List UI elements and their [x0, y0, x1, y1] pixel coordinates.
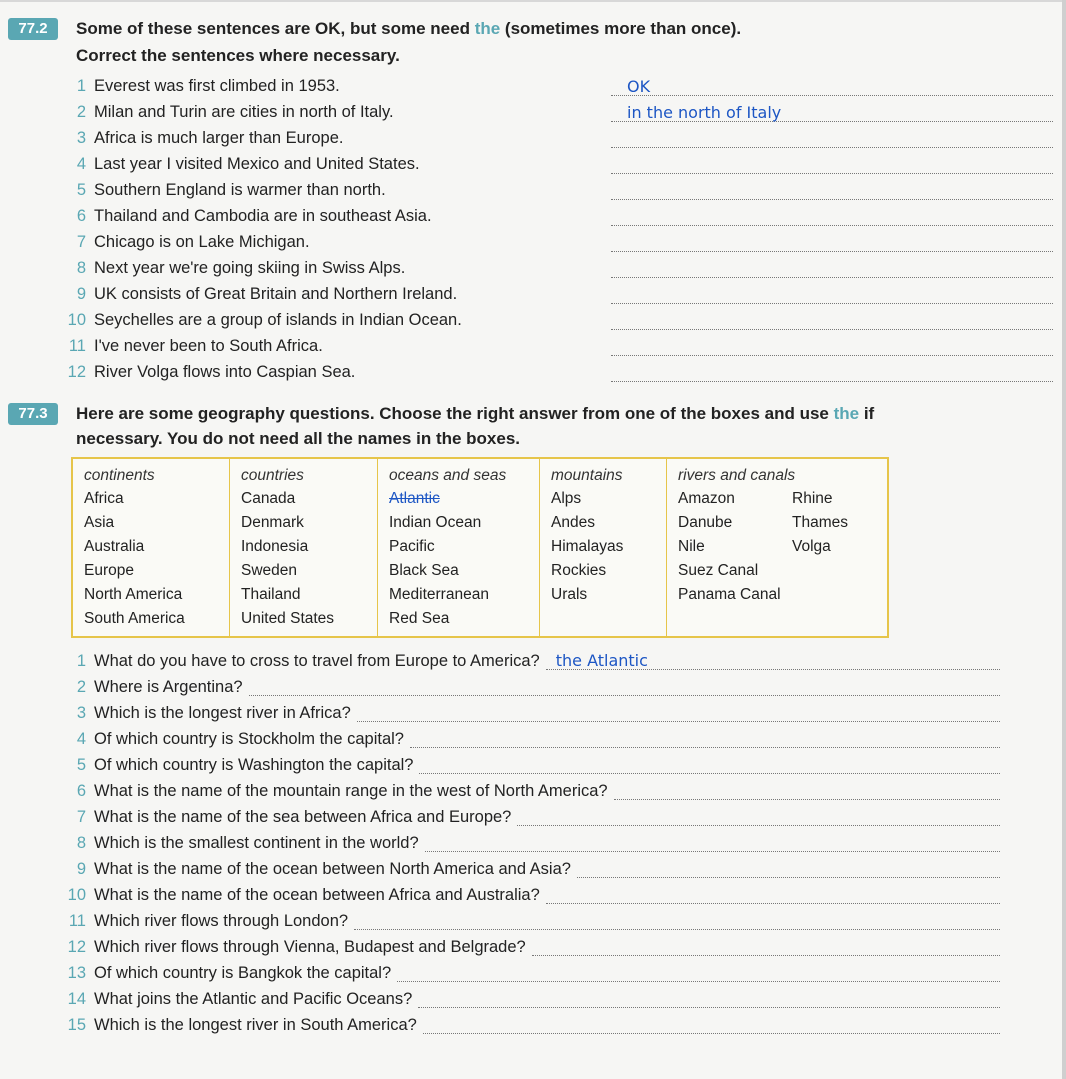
answer-line[interactable]	[611, 311, 1053, 330]
answer-line[interactable]	[577, 859, 1000, 878]
question-item	[56, 726, 998, 752]
top-rule	[0, 0, 1062, 2]
sentence-text: Seychelles are a group of islands in Indian Ocean.	[94, 311, 462, 329]
answer-line[interactable]	[611, 181, 1053, 200]
box-item: Denmark	[241, 514, 304, 531]
question-number: 4	[76, 730, 86, 748]
box-item: Nile	[678, 538, 705, 555]
item-number: 2	[76, 103, 86, 121]
sentence-text: UK consists of Great Britain and Northern Ireland.	[94, 285, 458, 303]
question-number: 7	[76, 808, 86, 826]
box-item: Amazon	[678, 490, 735, 507]
question-number: 14	[67, 990, 86, 1008]
question-text: What joins the Atlantic and Pacific Oceans?	[94, 990, 413, 1008]
answer-line[interactable]: the Atlantic	[546, 651, 1000, 670]
answer-line[interactable]	[357, 703, 1000, 722]
question-number: 9	[76, 860, 86, 878]
box-item: Andes	[551, 514, 595, 531]
exercise-77-3-instruction-line2: necessary. You do not need all the names in the boxes.	[76, 429, 521, 448]
item-number: 11	[68, 337, 86, 355]
sentence-text: Thailand and Cambodia are in southeast Asia.	[94, 207, 432, 225]
box-heading-rivers-and-canals: rivers and canals	[678, 467, 796, 484]
question-number: 15	[67, 1016, 86, 1034]
question-number: 1	[76, 652, 86, 670]
item-number: 1	[76, 77, 86, 95]
answer-line[interactable]	[611, 259, 1053, 278]
question-number: 8	[76, 834, 86, 852]
question-item	[56, 752, 998, 778]
question-text: Of which country is Bangkok the capital?	[94, 964, 392, 982]
item-number: 6	[76, 207, 86, 225]
exercise-badge-77-2: 77.2	[8, 18, 58, 40]
box-item: Asia	[84, 514, 115, 531]
box-item: Suez Canal	[678, 562, 759, 579]
box-item: Canada	[241, 490, 296, 507]
box-heading-continents: continents	[84, 467, 155, 484]
answer-boxes	[71, 457, 889, 638]
sentence-text: Everest was first climbed in 1953.	[94, 77, 340, 95]
box-item: Indonesia	[241, 538, 309, 555]
question-number: 10	[67, 886, 86, 904]
exercise-77-2-subtitle: Correct the sentences where necessary.	[76, 46, 400, 65]
question-number: 11	[68, 912, 86, 930]
answer-line[interactable]	[611, 285, 1053, 304]
question-number: 13	[67, 964, 86, 982]
box-item: Volga	[792, 538, 831, 555]
box-item: Indian Ocean	[389, 514, 482, 531]
question-text: Of which country is Washington the capital?	[94, 756, 414, 774]
exercise-77-3-instruction: Here are some geography questions. Choose the right answer from one of the boxes and use the if	[76, 404, 875, 423]
item-number: 10	[67, 311, 86, 329]
question-number: 3	[76, 704, 86, 722]
question-item	[56, 674, 998, 700]
box-heading-countries: countries	[241, 467, 304, 484]
question-text: What do you have to cross to travel from Europe to America?	[94, 652, 540, 670]
page-edge	[1062, 0, 1066, 1079]
question-text: Which is the longest river in Africa?	[94, 704, 351, 722]
box-mountains	[540, 459, 667, 636]
question-item	[56, 648, 998, 674]
sentence-text: Southern England is warmer than north.	[94, 181, 386, 199]
box-item: Danube	[678, 514, 733, 531]
box-item: Africa	[84, 490, 124, 507]
answer-line[interactable]	[532, 937, 1000, 956]
question-item	[56, 960, 998, 986]
box-item	[792, 559, 872, 583]
box-item	[792, 583, 872, 607]
box-item: North America	[84, 586, 183, 603]
answer-line[interactable]	[517, 807, 1000, 826]
answer-line[interactable]	[425, 833, 1000, 852]
answer-line[interactable]	[410, 729, 1000, 748]
box-item: Mediterranean	[389, 586, 489, 603]
item-number: 8	[76, 259, 86, 277]
question-number: 2	[76, 678, 86, 696]
answer-line[interactable]	[611, 337, 1053, 356]
question-item	[56, 856, 998, 882]
item-number: 12	[67, 363, 86, 381]
box-item: Black Sea	[389, 562, 459, 579]
question-text: What is the name of the ocean between North America and Asia?	[94, 860, 571, 878]
question-text: Which river flows through London?	[94, 912, 349, 930]
box-continents	[73, 459, 230, 636]
box-item: Pacific	[389, 538, 435, 555]
answer-line[interactable]	[418, 989, 1000, 1008]
question-text: Which river flows through Vienna, Budapest and Belgrade?	[94, 938, 526, 956]
question-item	[56, 1012, 998, 1038]
question-item	[56, 882, 998, 908]
answer-line[interactable]	[546, 885, 1000, 904]
question-item	[56, 804, 998, 830]
box-item: Red Sea	[389, 610, 450, 627]
answer-line[interactable]: OK	[611, 77, 1053, 96]
box-item: Himalayas	[551, 538, 624, 555]
question-text: What is the name of the mountain range in the west of North America?	[94, 782, 608, 800]
question-text: What is the name of the sea between Africa and Europe?	[94, 808, 512, 826]
box-item: United States	[241, 610, 335, 627]
box-item: Panama Canal	[678, 586, 781, 603]
box-rivers-and-canals	[667, 459, 887, 636]
answer-line[interactable]	[611, 155, 1053, 174]
sentence-text: Chicago is on Lake Michigan.	[94, 233, 310, 251]
box-item: Australia	[84, 538, 145, 555]
answer-line[interactable]	[249, 677, 1000, 696]
question-text: Which is the smallest continent in the world?	[94, 834, 419, 852]
question-number: 12	[67, 938, 86, 956]
item-number: 9	[76, 285, 86, 303]
question-item	[56, 934, 998, 960]
question-item	[56, 908, 998, 934]
box-item-crossed-out: Atlantic	[389, 490, 440, 507]
answer-line[interactable]	[611, 363, 1053, 382]
box-item: Rockies	[551, 562, 607, 579]
box-item: Urals	[551, 586, 588, 603]
question-number: 6	[76, 782, 86, 800]
box-item: Alps	[551, 490, 582, 507]
box-item: Thames	[792, 514, 848, 531]
sentence-text: Milan and Turin are cities in north of Italy.	[94, 103, 394, 121]
sentence-text: Africa is much larger than Europe.	[94, 129, 344, 147]
sentence-text: Next year we're going skiing in Swiss Alps.	[94, 259, 406, 277]
sentence-text: I've never been to South Africa.	[94, 337, 323, 355]
item-number: 7	[76, 233, 86, 251]
box-item: South America	[84, 610, 185, 627]
answer-line[interactable]	[423, 1015, 1000, 1034]
question-text: What is the name of the ocean between Africa and Australia?	[94, 886, 540, 904]
box-item: Europe	[84, 562, 134, 579]
answer-line[interactable]	[611, 233, 1053, 252]
answer-line[interactable]	[354, 911, 1000, 930]
box-countries	[230, 459, 378, 636]
box-item: Thailand	[241, 586, 301, 603]
item-number: 4	[76, 155, 86, 173]
answer-line[interactable]	[614, 781, 1000, 800]
question-text: Which is the longest river in South America?	[94, 1016, 417, 1034]
answer-line[interactable]	[419, 755, 1000, 774]
item-number: 3	[76, 129, 86, 147]
question-number: 5	[76, 756, 86, 774]
sentence-text: River Volga flows into Caspian Sea.	[94, 363, 356, 381]
sentence-text: Last year I visited Mexico and United States.	[94, 155, 420, 173]
exercise-badge-77-3: 77.3	[8, 403, 58, 425]
question-text: Where is Argentina?	[94, 678, 243, 696]
box-item: Rhine	[792, 490, 833, 507]
question-item	[56, 700, 998, 726]
exercise-77-3-list	[56, 648, 998, 1038]
box-oceans-and-seas	[378, 459, 540, 636]
box-heading-mountains: mountains	[551, 467, 623, 484]
answer-line[interactable]	[397, 963, 1000, 982]
question-text: Of which country is Stockholm the capital?	[94, 730, 404, 748]
answer-line[interactable]: in the north of Italy	[611, 103, 1053, 122]
answer-line[interactable]	[611, 207, 1053, 226]
exercise-77-2-instruction: Some of these sentences are OK, but some need the (sometimes more than once).	[76, 19, 742, 38]
box-item: Sweden	[241, 562, 298, 579]
question-item	[56, 830, 998, 856]
box-heading-oceans-and-seas: oceans and seas	[389, 467, 507, 484]
item-number: 5	[76, 181, 86, 199]
answer-line[interactable]	[611, 129, 1053, 148]
question-item	[56, 986, 998, 1012]
question-item	[56, 778, 998, 804]
